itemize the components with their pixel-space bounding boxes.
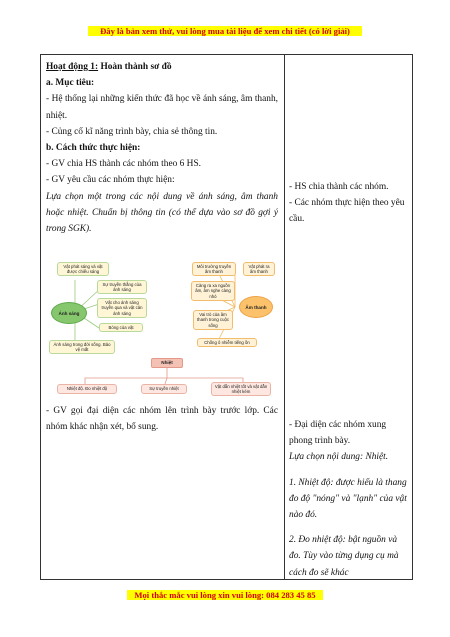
mindmap-node: Càng ra xa nguồn âm, âm nghe càng nhỏ [191,281,235,301]
preview-notice-banner: Đây là bản xem thử, vui lòng mua tài liệu để xem chi tiết (có lời giải) [88,26,362,36]
student-action: - Các nhóm thực hiện theo yêu cầu. [289,198,405,225]
mindmap-node: Sự truyền thẳng của ánh sáng [97,280,147,294]
mindmap-hub-sound: Âm thanh [239,296,273,318]
right-column [289,179,407,228]
method-item: Lựa chọn một trong các nội dung về ánh sáng, âm thanh hoặc nhiệt. Chuẩn bị thông tin (có thể dựa vào sơ đồ gợi ý trong SGK). [46,191,278,235]
mindmap-hub-light: Ánh sáng [51,302,87,324]
student-answer: Lựa chọn nội dung: Nhiệt. [289,452,389,463]
mindmap-node: Vật phát ra âm thanh [243,262,275,276]
mindmap-node: Vai trò của âm thanh trong cuộc sống [193,310,233,330]
goal-item: - Hệ thống lại những kiến thức đã học về ánh sáng, âm thanh, nhiệt. [46,94,278,121]
mindmap-hub-heat: Nhiệt [151,358,183,368]
activity-title: Hoàn thành sơ đồ [98,62,172,72]
mindmap-node: Bóng của vật [99,323,143,332]
mindmap-figure [47,260,279,415]
mindmap-node: Vật dẫn nhiệt tốt và vật dẫn nhiệt kém [211,382,271,396]
method-heading: b. Cách thức thực hiện: [46,143,141,154]
mindmap-node: Sự truyền nhiệt [141,384,187,394]
student-action: - Đại diện các nhóm xung phong trình bày. [289,420,387,447]
mindmap-node: Vật cho ánh sáng truyền qua và vật cản ánh sáng [97,298,147,318]
left-column [46,59,278,237]
method-item: - GV chia HS thành các nhóm theo 6 HS. [46,159,202,170]
mindmap-node: Chống ô nhiễm tiếng ồn [197,338,257,347]
goal-item: - Củng cố kĩ năng trình bày, chia sẻ thông tin. [46,126,218,137]
mindmap-node: Vật phát sáng và vật được chiếu sáng [57,262,109,276]
student-answer: 1. Nhiệt độ: được hiểu là thang đo độ "nóng" và "lạnh" của vật nào đó. [289,477,407,521]
column-divider [284,55,285,579]
student-action: - HS chia thành các nhóm. [289,182,389,192]
activity-label: Hoạt động 1: [46,62,99,72]
goal-heading: a. Mục tiêu: [46,78,95,89]
left-column-continued [46,403,278,435]
mindmap-node: Môi trường truyền âm thanh [192,262,236,276]
right-column-continued [289,417,407,581]
method-item: - GV yêu cầu các nhóm thực hiện: [46,175,175,186]
contact-banner: Mọi thắc mắc vui lòng xin vui lòng: 084 283 45 85 [127,590,323,600]
mindmap-node: Nhiệt độ. Đo nhiệt độ [57,384,117,394]
lesson-table [40,54,413,580]
mindmap-node: Ánh sáng trong đời sống. Bảo vệ mắt [49,340,115,354]
student-answer: 2. Đo nhiệt độ: bật nguồn và đo. Tùy vào từng dụng cụ mà cách đo sẽ khác [289,535,399,578]
method-item: - GV gọi đại diện các nhóm lên trình bày trước lớp. Các nhóm khác nhận xét, bổ sung. [46,406,278,433]
